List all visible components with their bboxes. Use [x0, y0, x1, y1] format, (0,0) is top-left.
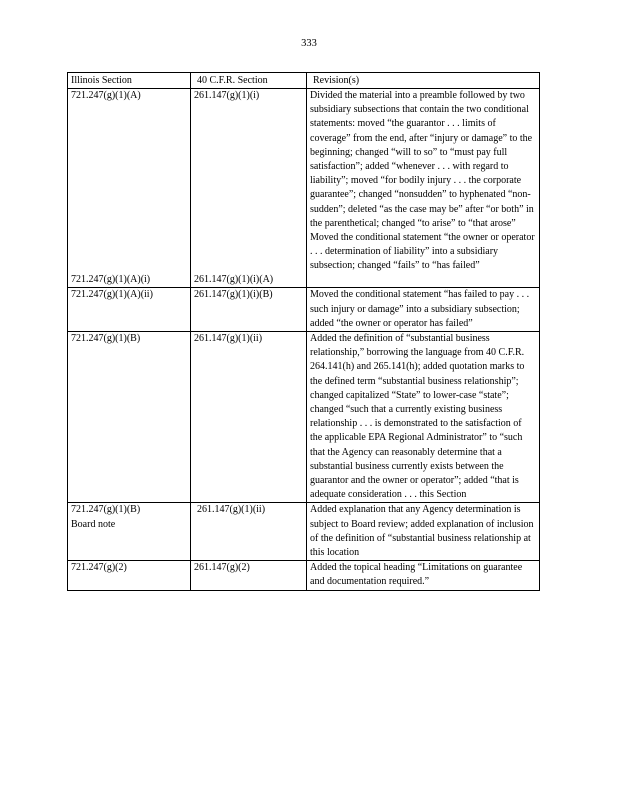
revision-cell [307, 89, 540, 288]
page-number: 333 [301, 38, 317, 49]
table-row [68, 503, 540, 561]
table-row [68, 332, 540, 503]
table-row [68, 561, 540, 590]
revision-text: Added explanation that any Agency determination is subject to Board review; added explanation of inclusion of the definition of “substantial business relationship at this location [307, 503, 540, 561]
revision-text: Moved the conditional statement “has failed to pay . . . such injury or damage” into a subsidiary subsection; added “the owner or operator has failed” [307, 288, 540, 332]
header-cfr-section: 40 C.F.R. Section [191, 73, 307, 89]
cfr-section: 261.147(g)(1)(i)(B) [191, 288, 307, 332]
illinois-section-cell [68, 89, 191, 288]
revision-text: Divided the material into a preamble followed by two subsidiary subsections that contain the two conditional statements: moved “the guarantor . . . limits of coverage” from the end, after “injury or damage” to the beginning; changed “will to so” to “must pay full satisfaction”; added “whenever . . . with regard to liability”; moved “for bodily injury . . . the corporate guarantee”; changed “nonsudden” to hyphenated “non-sudden”; deleted “as the case may be” after “or both” in the parenthetical; changed “to arise” to “that arose” [310, 90, 534, 229]
cfr-section: 261.147(g)(1)(ii) [191, 332, 307, 503]
illinois-section: 721.247(g)(1)(A)(ii) [68, 288, 191, 332]
header-revisions: Revision(s) [307, 73, 540, 89]
table-row [68, 89, 540, 288]
board-note-label: Board note [71, 518, 116, 530]
illinois-section: 721.247(g)(2) [68, 561, 191, 590]
cfr-section: 261.147(g)(1)(i) [194, 90, 260, 101]
illinois-section: 721.247(g)(1)(A) [71, 90, 141, 101]
illinois-section: 721.247(g)(1)(B) [68, 332, 191, 503]
table-header-row [68, 73, 540, 89]
illinois-section: 721.247(g)(1)(A)(i) [71, 274, 151, 286]
revisions-table [67, 72, 540, 591]
cfr-section-cell [191, 89, 307, 288]
revision-text: Added the definition of “substantial business relationship,” borrowing the language from 40 C.F.R. 264.141(h) and 265.141(h); added quotation marks to the defined term “substantial business relationship”; changed capitalized “State” to lower-case “state”; changed “such that a currently existing business relationship . . . is demonstrated to the satisfaction of the applicable EPA Regional Administrator” to “such that the Agency can reasonably determine that a substantial business currently exists between the guarantor and the owner or operator”; added “that is adequate consideration . . . this Section [307, 332, 540, 503]
illinois-section: 721.247(g)(1)(B) [71, 504, 141, 516]
table-row [68, 288, 540, 332]
revision-text: Moved the conditional statement “the owner or operator . . . determination of liability” into a subsidiary subsection; changed “fails” to “has failed” [310, 232, 535, 272]
header-illinois-section: Illinois Section [68, 73, 191, 89]
cfr-section: 261.147(g)(1)(ii) [191, 503, 307, 561]
cfr-section: 261.147(g)(2) [191, 561, 307, 590]
revision-text: Added the topical heading “Limitations on guarantee and documentation required.” [307, 561, 540, 590]
cfr-section: 261.147(g)(1)(i)(A) [194, 274, 274, 286]
illinois-section-cell [68, 503, 191, 561]
